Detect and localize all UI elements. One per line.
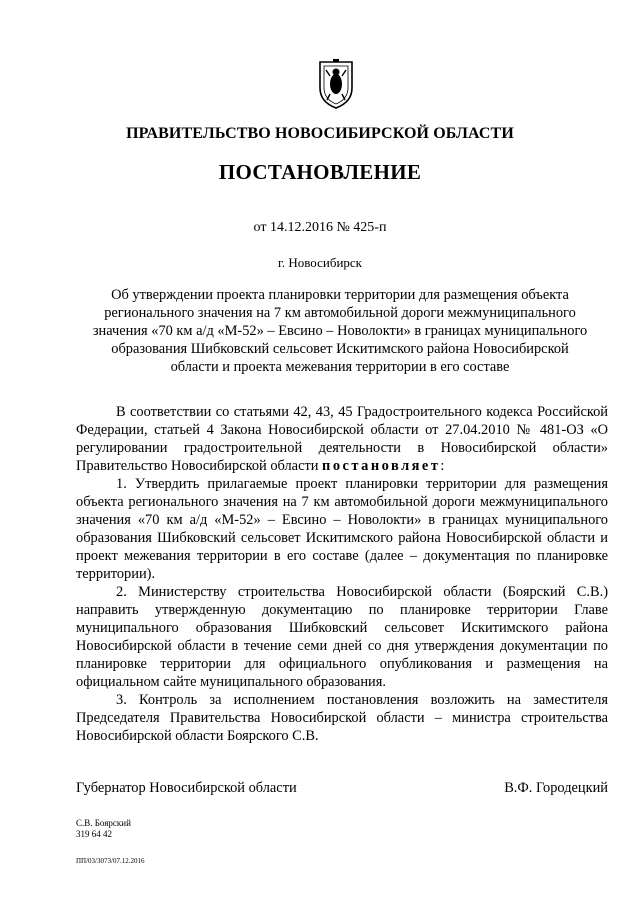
date-number: от 14.12.2016 № 425-п (253, 220, 387, 235)
footer-code: ПП/03/3073/07.12.2016 (76, 857, 145, 865)
preamble-text: В соответствии со статьями 42, 43, 45 Градостроительного кодекса Российской Федерации, статьей 4 Закона Новосибирской области от 27.04.2010 № 481-ОЗ «О регулировании градостроительной деятельности в Новосибирской области» Правительство Новосибирской области (76, 404, 608, 474)
item-3: 3. Контроль за исполнением постановления возложить на заместителя Председателя Правительства Новосибирской области – министра строительства Новосибирской области Боярского С.В. (76, 692, 608, 744)
document-type: ПОСТАНОВЛЕНИЕ (218, 160, 422, 184)
decree-word: постановляет (322, 458, 441, 474)
executor-block (76, 818, 131, 840)
signer-position: Губернатор Новосибирской области (76, 780, 297, 796)
city: г. Новосибирск (277, 255, 362, 270)
item-1: 1. Утвердить прилагаемые проект планировки территории для размещения объекта регионального значения на 7 км автомобильной дороги межмуниципального значения «70 км а/д «М-52» – Евсино – Новолокти» в границах муниципального образования Шибковский сельсовет Искитимского района Новосибирской области и проект межевания территории в его составе (далее – документация по планировке территории). (76, 476, 608, 582)
preamble-paragraph (76, 403, 608, 475)
executor-phone: 319 64 42 (76, 829, 112, 839)
signer-name: В.Ф. Городецкий (504, 780, 608, 796)
document-body (76, 403, 608, 745)
organization-title: ПРАВИТЕЛЬСТВО НОВОСИБИРСКОЙ ОБЛАСТИ (126, 125, 514, 142)
document-subject: Об утверждении проекта планировки территории для размещения объекта регионального значения на 7 км автомобильной дороги межмуниципального значения «70 км а/д «М-52» – Евсино – Новолокти» в границах муниципального образования Шибковский сельсовет Искитимского района Новосибирской области и проекта межевания территории в его составе (92, 287, 588, 375)
decree-colon: : (440, 458, 445, 474)
item-2: 2. Министерству строительства Новосибирской области (Боярский С.В.) направить утвержденную документацию по планировке территории Главе муниципального образования Шибковский сельсовет Искитимского района Новосибирской области в течение семи дней со дня утверждения документации по планировке территории для официального опубликования и размещения на официальном сайте муниципального образования. (76, 584, 608, 690)
executor-name: С.В. Боярский (76, 818, 131, 828)
coat-of-arms-emblem (316, 58, 356, 110)
